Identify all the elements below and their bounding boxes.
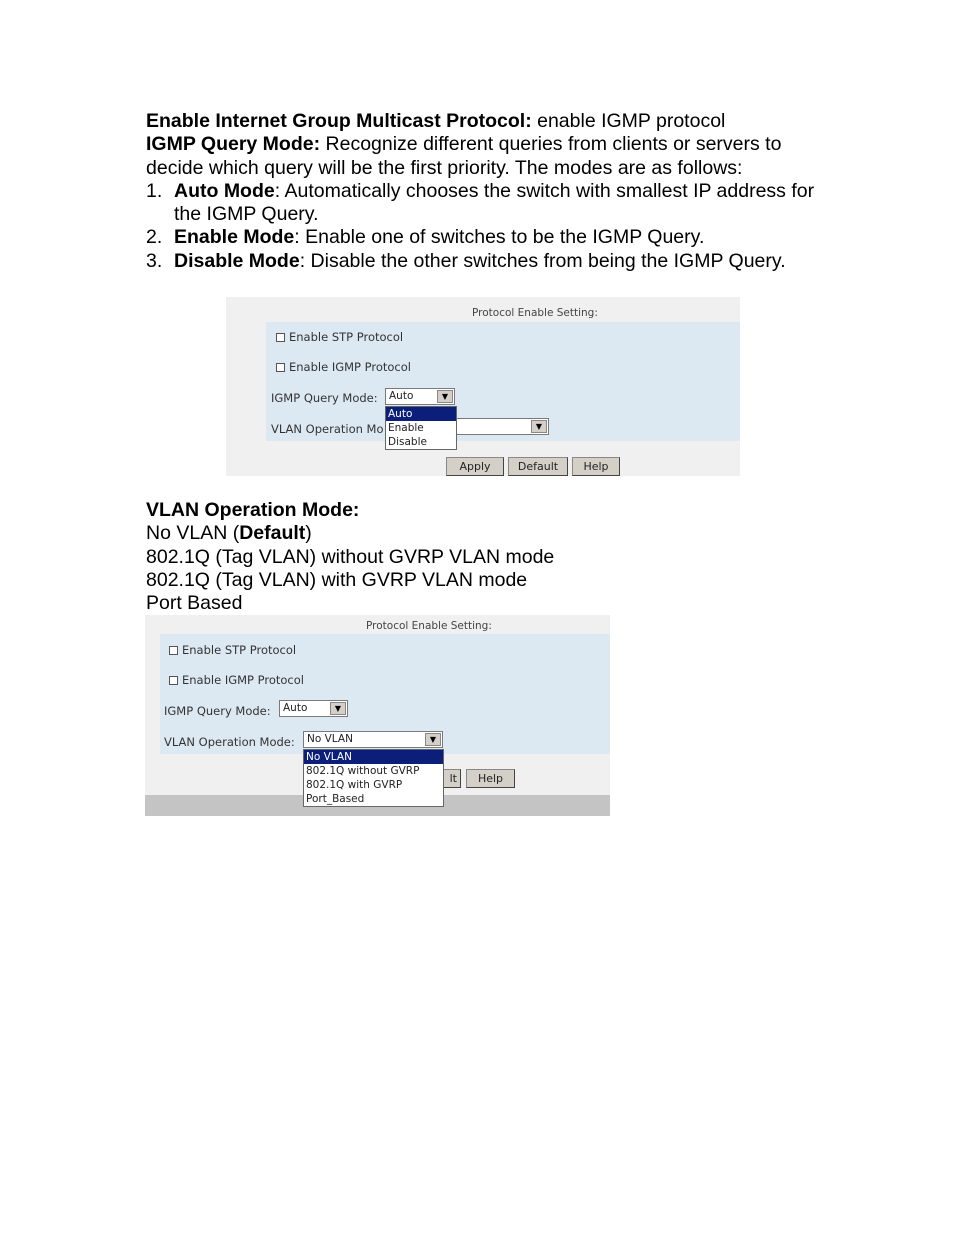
query-mode-select[interactable] <box>279 700 348 717</box>
vlan-option-line: 802.1Q (Tag VLAN) with GVRP VLAN mode <box>146 568 528 591</box>
default-button[interactable]: Default <box>508 457 568 476</box>
igmp-checkbox-row[interactable] <box>276 360 411 374</box>
vlan-section <box>146 499 826 615</box>
vlan-option-text: No VLAN ( <box>146 522 240 545</box>
vlan-option-line: 802.1Q (Tag VLAN) without GVRP VLAN mode <box>146 545 555 568</box>
list-item-text: : Automatically chooses the switch with smallest IP address for the IGMP Query. <box>174 179 815 226</box>
list-item-text: : Enable one of switches to be the IGMP Query. <box>294 226 705 249</box>
default-button[interactable]: lt <box>441 769 461 788</box>
vlan-heading: VLAN Operation Mode: <box>146 499 360 521</box>
igmp-enable-paragraph <box>146 110 826 133</box>
help-button[interactable]: Help <box>572 457 620 476</box>
vlan-option-text: ) <box>305 522 312 545</box>
stp-checkbox[interactable] <box>276 333 285 342</box>
igmp-enable-text: enable IGMP protocol <box>531 110 726 132</box>
dropdown-option[interactable]: Disable <box>388 436 427 448</box>
list-item-label: Auto Mode <box>174 179 275 202</box>
dropdown-option[interactable]: 802.1Q without GVRP <box>306 765 420 777</box>
igmp-checkbox-row[interactable] <box>169 673 304 687</box>
panel-title: Protocol Enable Setting: <box>366 620 492 632</box>
chevron-down-icon[interactable]: ▼ <box>330 702 346 715</box>
vlan-option-line <box>146 522 826 545</box>
igmp-enable-label: Enable Internet Group Multicast Protocol: <box>146 110 532 132</box>
list-item <box>146 180 826 227</box>
dropdown-option[interactable]: Port_Based <box>306 793 365 805</box>
list-item <box>146 226 826 249</box>
igmp-query-mode-label: IGMP Query Mode: <box>146 133 321 156</box>
igmp-label: Enable IGMP Protocol <box>182 673 304 687</box>
igmp-checkbox[interactable] <box>276 363 285 372</box>
query-mode-select[interactable] <box>385 388 455 405</box>
dropdown-option[interactable]: No VLAN <box>304 750 443 764</box>
stp-checkbox[interactable] <box>169 646 178 655</box>
dropdown-option[interactable]: 802.1Q with GVRP <box>306 779 403 791</box>
list-item-label: Disable Mode <box>174 249 300 272</box>
panel-title: Protocol Enable Setting: <box>472 307 598 319</box>
list-number: 3. <box>146 249 163 272</box>
stp-checkbox-row[interactable] <box>169 643 296 657</box>
list-item <box>146 250 826 273</box>
query-mode-dropdown[interactable] <box>385 406 457 450</box>
default-label: Default <box>239 522 306 545</box>
igmp-label: Enable IGMP Protocol <box>289 360 411 374</box>
vlan-mode-select[interactable] <box>448 418 549 435</box>
stp-checkbox-row[interactable] <box>276 330 403 344</box>
document-body <box>146 110 826 273</box>
help-button[interactable]: Help <box>466 769 515 788</box>
list-item-text: : Disable the other switches from being the IGMP Query. <box>299 249 786 272</box>
apply-button[interactable]: Apply <box>446 457 504 476</box>
dropdown-option[interactable]: Auto <box>386 407 456 421</box>
chevron-down-icon[interactable]: ▼ <box>531 420 547 433</box>
igmp-checkbox[interactable] <box>169 676 178 685</box>
vlan-mode-label: VLAN Operation Mode: <box>164 735 295 749</box>
vlan-option-line: Port Based <box>146 592 243 615</box>
query-mode-label: IGMP Query Mode: <box>271 391 378 405</box>
list-item-label: Enable Mode <box>174 226 295 249</box>
query-mode-value: Auto <box>389 390 414 402</box>
stp-label: Enable STP Protocol <box>182 643 297 657</box>
protocol-settings-screenshot-1 <box>226 297 740 476</box>
list-number: 2. <box>146 226 163 249</box>
chevron-down-icon[interactable]: ▼ <box>425 733 441 746</box>
stp-label: Enable STP Protocol <box>289 330 404 344</box>
dropdown-option[interactable]: Enable <box>388 422 424 434</box>
igmp-query-mode-paragraph <box>146 133 826 180</box>
protocol-settings-screenshot-2 <box>145 615 610 816</box>
vlan-mode-label: VLAN Operation Mo <box>271 422 384 436</box>
list-number: 1. <box>146 179 163 202</box>
igmp-query-mode-text: Recognize different queries from clients or servers to decide which query will be the first priority. The modes are as follows: <box>146 133 782 179</box>
query-mode-label: IGMP Query Mode: <box>164 704 271 718</box>
chevron-down-icon[interactable]: ▼ <box>437 390 453 403</box>
vlan-mode-select[interactable] <box>303 731 443 748</box>
vlan-mode-dropdown[interactable] <box>303 749 444 807</box>
vlan-mode-value: No VLAN <box>307 733 353 745</box>
query-mode-list <box>146 180 826 273</box>
query-mode-value: Auto <box>283 702 308 714</box>
